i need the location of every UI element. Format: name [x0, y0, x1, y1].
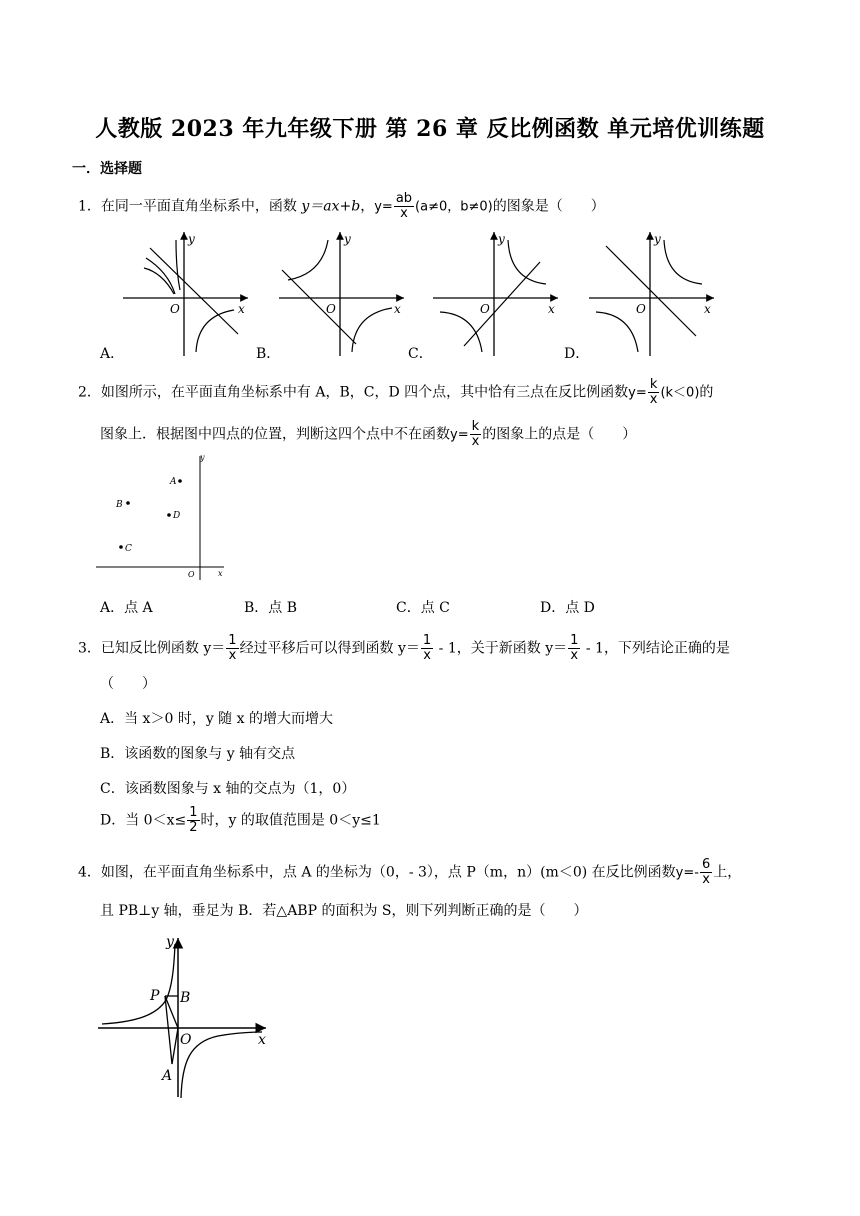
- point-p-label: P: [150, 988, 160, 1004]
- q3-option-b[interactable]: B．该函数的图象与 y 轴有交点: [100, 746, 296, 762]
- svg-text:O: O: [188, 570, 195, 579]
- point-a-label: A: [170, 477, 177, 487]
- q4-diagram: [94, 932, 284, 1102]
- q1-option-c[interactable]: C．: [408, 346, 433, 362]
- point-a-label: A: [162, 1068, 173, 1084]
- q3-option-a[interactable]: A．当 x＞0 时，y 随 x 的增大而增大: [100, 711, 333, 727]
- question-3-paren: （ ）: [100, 676, 156, 692]
- origin-label: O: [180, 1032, 192, 1048]
- point-c-label: C: [125, 544, 132, 554]
- fraction: $\frac{ab}{x}$: [395, 191, 413, 221]
- q1-option-d[interactable]: D．: [564, 346, 590, 362]
- question-2-line2: 图象上．根据图中四点的位置，判断这四个点中不在函数y= $\frac{k}{x}$ 的图象上的点是（ ）: [100, 419, 637, 449]
- q3-option-c[interactable]: C．该函数图象与 x 轴的交点为（1，0）: [100, 781, 356, 797]
- svg-text:x: x: [548, 302, 555, 316]
- axis-y-label: y: [166, 934, 174, 950]
- point-b-label: B: [116, 500, 123, 510]
- svg-text:y: y: [654, 232, 661, 246]
- section-heading: 一．选择题: [72, 161, 142, 177]
- q1-graph-c: [428, 228, 563, 358]
- q3-option-d[interactable]: D．当 0＜x≤ $\frac{1}{2}$ 时，y 的取值范围是 0＜y≤1: [100, 805, 381, 835]
- question-1-stem: 1．在同一平面直角坐标系中，函数 y＝ax+b，y= $\frac{ab}{x}$ (a≠0，b≠0)的图象是（ ）: [78, 191, 605, 221]
- axis-y-label: y: [188, 232, 195, 246]
- q1-option-b[interactable]: B．: [256, 346, 281, 362]
- svg-text:O: O: [480, 302, 490, 316]
- q2-option-b[interactable]: B．点 B: [244, 600, 298, 616]
- question-4-line1: 4．如图，在平面直角坐标系中，点 A 的坐标为（0，- 3），点 P（m，n）(m＜0) 在反比例函数y=- $\frac{6}{x}$ 上，: [78, 857, 742, 887]
- point-d-label: D: [173, 511, 181, 521]
- svg-text:y: y: [344, 232, 351, 246]
- svg-text:x: x: [704, 302, 711, 316]
- page-title: 人教版 2023 年九年级下册 第 26 章 反比例函数 单元培优训练题: [95, 116, 765, 142]
- question-number: 3．: [78, 640, 101, 657]
- q2-option-c[interactable]: C．点 C: [396, 600, 450, 616]
- svg-text:x: x: [394, 302, 401, 316]
- question-number: 4．: [78, 864, 101, 881]
- question-3-stem: 3．已知反比例函数 y＝ $\frac{1}{x}$ 经过平移后可以得到函数 y＝ $\frac{1}{x}$ - 1，关于新函数 y＝ $\frac{1}{x}$ - 1，下列结论正确的是: [78, 633, 730, 663]
- svg-text:x: x: [218, 569, 223, 578]
- q2-option-a[interactable]: A．点 A: [100, 600, 153, 616]
- question-2-line1: 2．如图所示，在平面直角坐标系中有 A，B，C，D 四个点，其中恰有三点在反比例函数y= $\frac{k}{x}$ (k＜0)的: [78, 377, 714, 407]
- q2-diagram: [94, 450, 234, 585]
- origin-label: O: [170, 302, 180, 316]
- question-number: 2．: [78, 384, 101, 401]
- q2-option-d[interactable]: D．点 D: [540, 600, 595, 616]
- svg-text:y: y: [498, 232, 505, 246]
- svg-text:O: O: [326, 302, 336, 316]
- q1-graph-b: [274, 228, 409, 358]
- question-4-line2: 且 PB⊥y 轴，垂足为 B．若△ABP 的面积为 S，则下列判断正确的是（ ）: [100, 903, 588, 919]
- axis-x-label: x: [238, 302, 245, 316]
- q1-graph-d: [584, 228, 719, 358]
- svg-text:O: O: [636, 302, 646, 316]
- q1-option-a[interactable]: A．: [100, 346, 125, 362]
- question-number: 1．: [78, 198, 101, 215]
- q1-graph-a: [118, 228, 253, 358]
- point-b-label: B: [180, 990, 191, 1006]
- axis-x-label: x: [258, 1032, 266, 1048]
- svg-text:y: y: [200, 453, 205, 462]
